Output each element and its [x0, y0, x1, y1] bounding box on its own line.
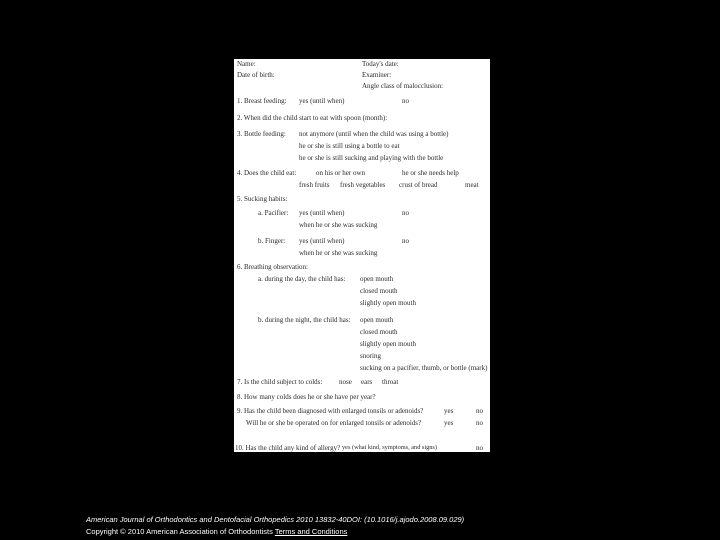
q3-option-b: he or she is still using a bottle to eat [299, 142, 400, 150]
q6a-option-3: slightly open mouth [360, 299, 416, 307]
q6-label: 6. Breathing observation: [237, 263, 308, 271]
q6b-option-2: closed mouth [360, 328, 398, 336]
questionnaire-form [234, 59, 490, 452]
examiner-label: Examiner: [362, 71, 392, 79]
q5a-no: no [402, 209, 409, 217]
q5b-yes: yes (until when) [299, 237, 345, 245]
q6a-option-2: closed mouth [360, 287, 398, 295]
q6b-option-5: sucking on a pacifier, thumb, or bottle (mark) [360, 364, 488, 372]
q6b-option-3: slightly open mouth [360, 340, 416, 348]
terms-and-conditions-link[interactable]: Terms and Conditions [274, 527, 348, 536]
journal-citation: American Journal of Orthodontics and Dentofacial Orthopedics 2010 13832-40DOI: (10.1016/j.ajodo.2008.09.029) [86, 515, 465, 524]
q10-no: no [476, 444, 483, 452]
copyright-text: Copyright © 2010 American Association of Orthodontists [86, 527, 273, 536]
q5b-label: b. Finger: [258, 237, 286, 245]
q6a-option-1: open mouth [360, 275, 394, 283]
dob-label: Date of birth: [237, 71, 275, 79]
q4-option-b: he or she needs help [402, 169, 459, 177]
q1-yes: yes (until when) [299, 97, 345, 105]
todays-date-label: Today's date: [362, 60, 399, 68]
q8-label: 8. How many colds does he or she have per year? [237, 393, 376, 401]
q6b-label: b. during the night, the child has: [258, 316, 351, 324]
q5b-no: no [402, 237, 409, 245]
q6a-label: a. during the day, the child has: [258, 275, 346, 283]
q9b-no: no [476, 419, 483, 427]
q5a-label: a. Pacifier: [258, 209, 289, 217]
q7-option-b: ears [361, 378, 373, 386]
q6b-option-4: snoring [360, 352, 381, 360]
q1-label: 1. Breast feeding: [237, 97, 287, 105]
q7-option-a: nose [339, 378, 352, 386]
q4-option-d: fresh vegetables [340, 181, 386, 189]
q9b-yes: yes [444, 419, 454, 427]
copyright-line [86, 526, 464, 538]
q9-yes: yes [444, 407, 454, 415]
q4-option-a: on his or her own [316, 169, 365, 177]
slide-footer [86, 514, 464, 538]
q4-option-c: fresh fruits [299, 181, 330, 189]
q9-label: 9. Has the child been diagnosed with enlarged tonsils or adenoids? [237, 407, 424, 415]
q5-label: 5. Sucking habits: [237, 195, 288, 203]
q7-label: 7. Is the child subject to colds: [237, 378, 323, 386]
q4-option-e: crust of bread [399, 181, 438, 189]
q3-option-a: not anymore (until when the child was using a bottle) [299, 130, 449, 138]
q3-option-c: he or she is still sucking and playing with the bottle [299, 154, 444, 162]
q10-label: 10. Has the child any kind of allergy? [235, 444, 341, 452]
q1-no: no [402, 97, 409, 105]
q5a-when: when he or she was sucking [299, 221, 378, 229]
q5b-when: when he or she was sucking [299, 249, 378, 257]
q4-option-f: meat [465, 181, 479, 189]
q9b-label: Will he or she be operated on for enlarged tonsils or adenoids? [246, 419, 422, 427]
q10-yes: yes (what kind, symptoms, and signs) [342, 444, 437, 451]
name-label: Name: [237, 60, 256, 68]
q4-label: 4. Does the child eat: [237, 169, 297, 177]
q7-option-c: throat [382, 378, 399, 386]
q9-no: no [476, 407, 483, 415]
q6b-option-1: open mouth [360, 316, 394, 324]
angle-class-label: Angle class of malocclusion: [362, 82, 444, 90]
q2-label: 2. When did the child start to eat with spoon (month): [237, 114, 388, 122]
q5a-yes: yes (until when) [299, 209, 345, 217]
q3-label: 3. Bottle feeding: [237, 130, 286, 138]
